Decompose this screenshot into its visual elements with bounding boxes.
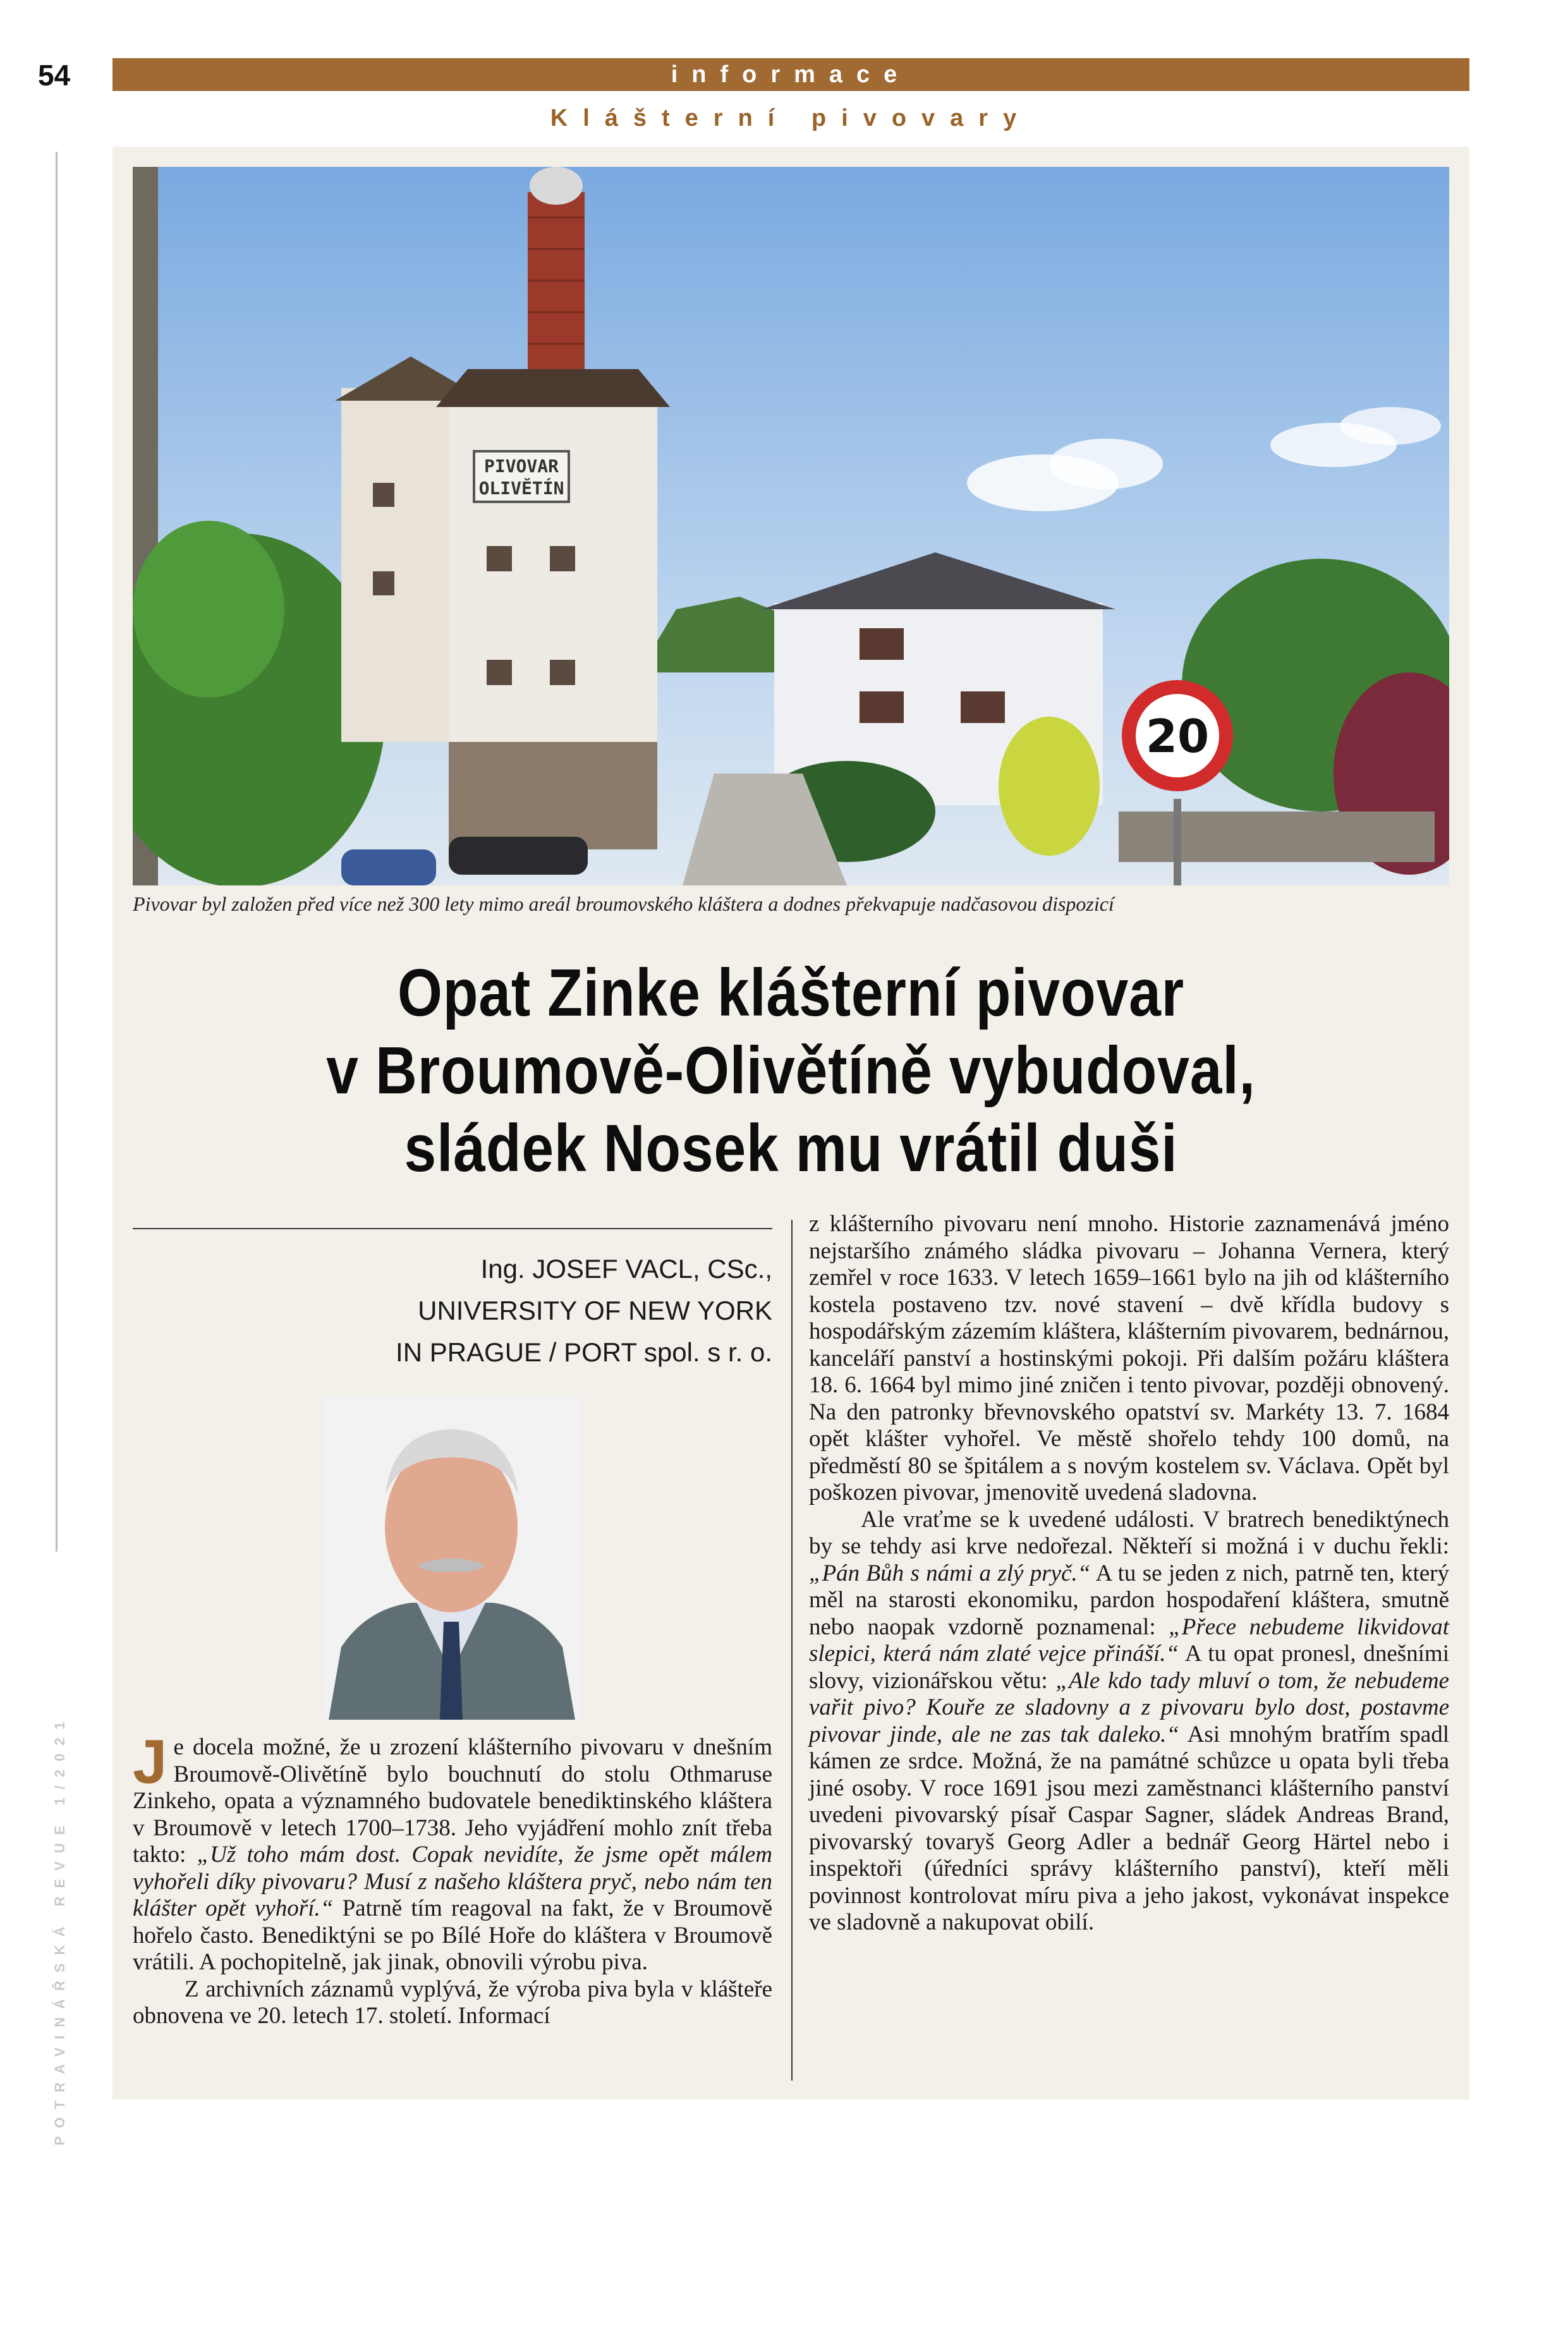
journal-vertical-label: POTRAVINÁŘSKÁ REVUE 1/2021 — [52, 1713, 68, 2146]
brewery-photo — [133, 167, 1449, 885]
headline-line-2: v Broumově-Olivětíně vybudoval, — [326, 1033, 1256, 1108]
section-label: informace — [671, 61, 911, 88]
photo-caption: Pivovar byl založen před více než 300 lety mimo areál broumovského kláštera a dodnes překvapuje nadčasovou dispozicí — [133, 892, 1114, 915]
sign-text-line1: PIVOVAR — [483, 456, 559, 477]
headline-line-3: sládek Nosek mu vrátil duši — [404, 1111, 1178, 1186]
paragraph: z klášterního pivovaru není mnoho. Historie zaznamenává jméno nejstaršího známého sládka pivovaru – Johanna Vernera, který zemřel v roce 1633. V letech 1659–1661 bylo na jih od klášterního kostela postaveno tzv. nové stavení – dvě křídla budovy s hospodářským zázemím kláštera, klášterním pivovarem, bednárnou, kanceláří panství a hostinskými pokoji. Při dalším požáru kláštera 18. 6. 1664 byl mimo jiné zničen i tento pivovar, později obnovený. Na den patronky břevnovského opatství sv. Markéty 13. 7. 1684 opět klášter vyhořel. Ve městě shořelo tehdy 100 domů, na předměstí 80 se špitálem a s novým kostelem sv. Václava. Opět byl poškozen pivovar, jmenovitě uvedená sladovna. — [809, 1211, 1449, 1505]
drop-cap: J — [133, 1727, 167, 1796]
paragraph: Ale vraťme se k uvedené události. V bratrech benediktýnech by se tehdy asi krve nedořezal. Někteří si možná i v duchu řekli: „Pán Bůh s námi a zlý pryč.“ A tu se jeden z nich, patrně ten, který měl na starosti ekonomiku, pardon hospodaření kláštera, smutně nebo naopak vzdorně poznamenal: „Přece nebudeme likvidovat slepici, která nám zlaté vejce přináší.“ A tu opat pronesl, dnešními slovy, vizionářskou větu: „Ale kdo tady mluví o tom, že nebudeme vařit pivo? Kouře ze sladovny a z pivovaru bylo dost, postavme pivovar jinde, ale ne zas tak daleko.“ Asi mnohým bratřím spadl kámen ze srdce. Možná, že na památné schůzce u opata byli třeba jiné osoby. V roce 1691 jsou mezi zaměstnanci klášterního panství uvedeni pivovarský písař Caspar Sagner, sládek Andreas Brand, pivovarský tovaryš Georg Adler a bednář Georg Härtel nebo i inspektoři (úředníci správy klášterního panství), kteří měli povinnost kontrolovat míru piva a jeho jakost, vykonávat inspekce ve sladovně a nakupovat obilí. — [809, 1506, 1449, 1935]
headline — [133, 954, 1449, 1188]
paragraph: Z archivních záznamů vyplývá, že výroba piva byla v klášteře obnovena ve 20. letech 17. století. Informací — [133, 1976, 772, 2029]
byline — [133, 1248, 772, 1373]
sign-text-line2: OLIVĚTÍN — [478, 478, 564, 499]
subsection-title: Klášterní pivovary — [550, 105, 1032, 131]
author-affiliation-1: UNIVERSITY OF NEW YORK — [418, 1296, 772, 1325]
headline-line-1: Opat Zinke klášterní pivovar — [397, 956, 1185, 1030]
author-name: Ing. JOSEF VACL, CSc., — [480, 1254, 772, 1284]
speed-sign-text: 20 — [1145, 710, 1210, 763]
margin-rule — [56, 152, 58, 1552]
author-affiliation-2: IN PRAGUE / PORT spol. s r. o. — [396, 1337, 772, 1367]
page-number: 54 — [38, 59, 71, 92]
column-divider — [791, 1220, 793, 2081]
paragraph: Je docela možné, že u zrození klášterního pivovaru v dnešním Broumově-Olivětíně bylo bouchnutí do stolu Othmaruse Zinkeho, opata a významného budovatele benediktinského kláštera v Broumově v letech 1700–1738. Jeho vyjádření mohlo znít třeba takto: „Už toho mám dost. Copak nevidíte, že jsme opět málem vyhořeli díky pivovaru? Musí z našeho kláštera pryč, nebo nám ten klášter opět vyhoří.“ Patrně tím reagoval na fakt, že v Broumově hořelo často. Benediktýni se po Bílé Hoře do kláštera v Broumově vrátili. A pochopitelně, jak jinak, obnovili výrobu piva. — [133, 1727, 772, 1975]
body-column-left — [133, 1727, 772, 2030]
author-portrait — [322, 1394, 580, 1720]
byline-rule — [133, 1228, 772, 1229]
body-column-right — [809, 1211, 1449, 1936]
